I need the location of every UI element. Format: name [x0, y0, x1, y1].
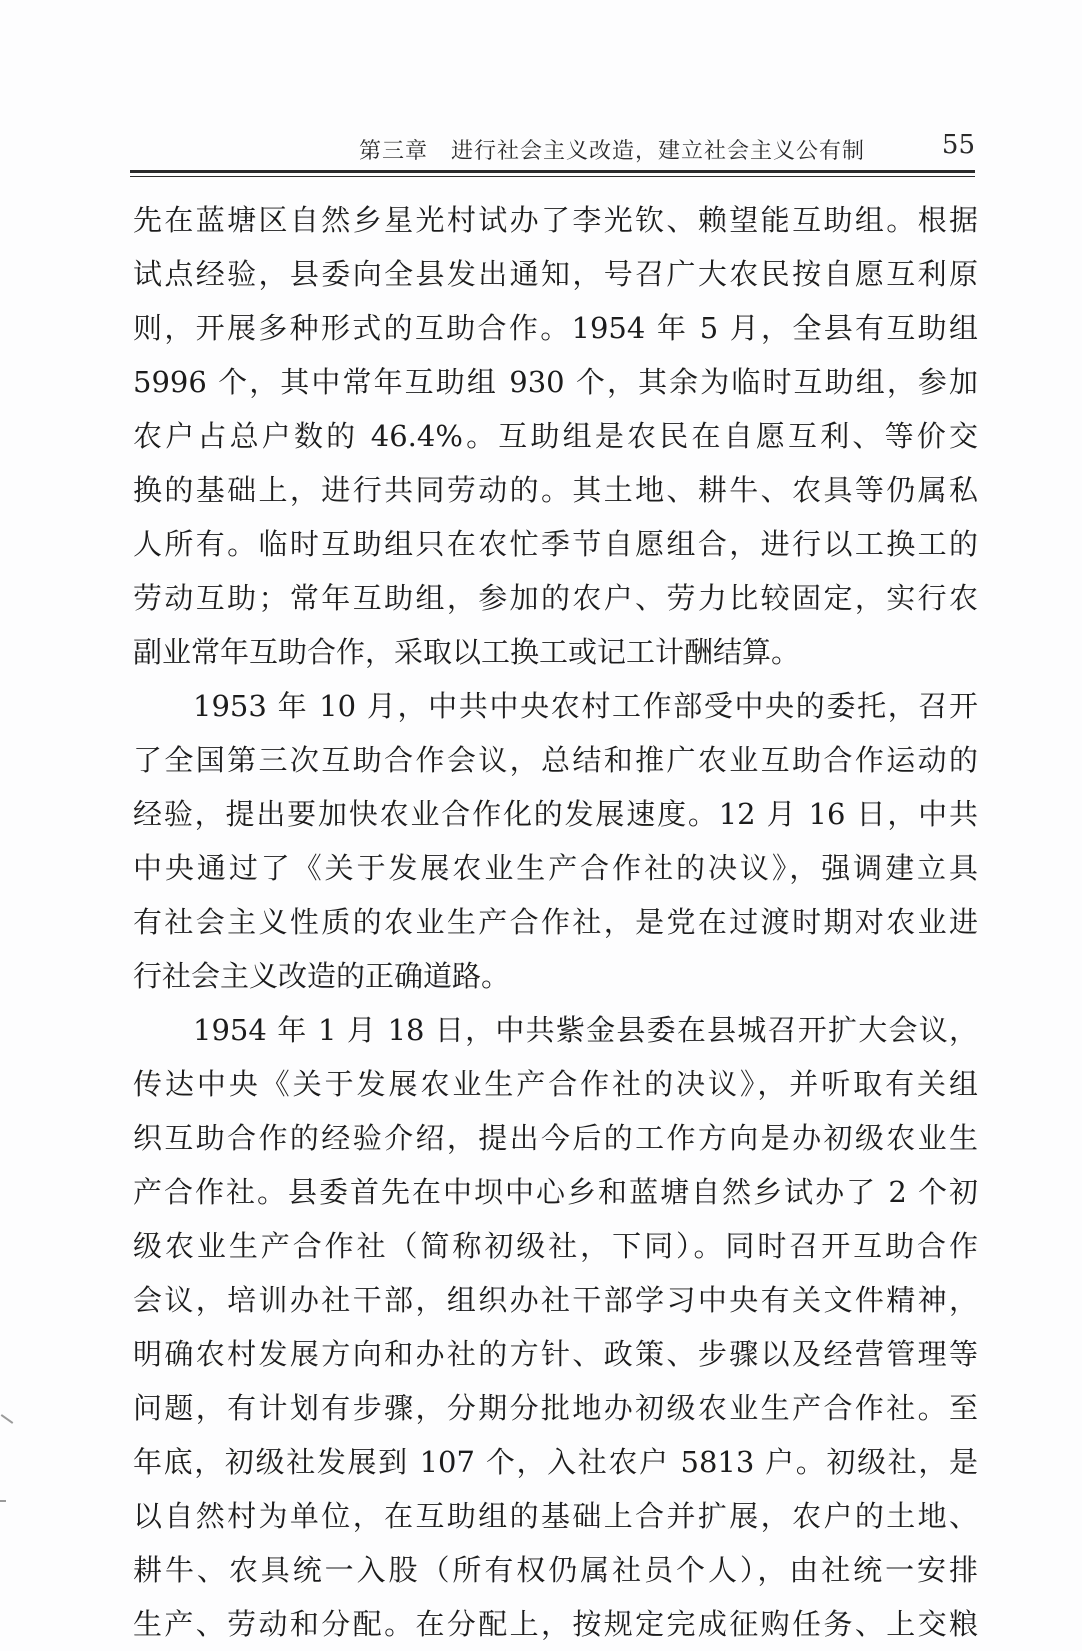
text-line: 人所有。临时互助组只在农忙季节自愿组合，进行以工换工的: [133, 527, 978, 561]
scan-edge-mark: [0, 1500, 6, 1502]
text-line: 先在蓝塘区自然乡星光村试办了李光钦、赖望能互助组。根据: [133, 203, 978, 237]
text-line: 年底，初级社发展到 107 个，入社农户 5813 户。初级社，是: [133, 1445, 978, 1479]
scan-edge-mark: [1, 1414, 14, 1424]
text-line: 了全国第三次互助合作会议，总结和推广农业互助合作运动的: [133, 743, 978, 777]
header-rule-thick: [130, 170, 975, 173]
text-line: 经验，提出要加快农业合作化的发展速度。12 月 16 日，中共: [133, 797, 978, 831]
text-line: 明确农村发展方向和办社的方针、政策、步骤以及经营管理等: [133, 1337, 978, 1371]
running-header: [130, 128, 975, 166]
text-line: 传达中央《关于发展农业生产合作社的决议》，并听取有关组: [133, 1067, 978, 1101]
text-line: 问题，有计划有步骤，分期分批地办初级农业生产合作社。至: [133, 1391, 978, 1425]
paragraph-start-line: 1954 年 1 月 18 日，中共紫金县委在县城召开扩大会议，: [193, 1013, 978, 1047]
text-line: 劳动互助；常年互助组，参加的农户、劳力比较固定，实行农: [133, 581, 978, 615]
text-line: 则，开展多种形式的互助合作。1954 年 5 月，全县有互助组: [133, 311, 978, 345]
text-line: 会议，培训办社干部，组织办社干部学习中央有关文件精神，: [133, 1283, 978, 1317]
page-number: 55: [941, 130, 975, 160]
chapter-title: 第三章 进行社会主义改造，建立社会主义公有制: [358, 139, 865, 164]
header-rule-thin: [130, 176, 975, 177]
text-line: 生产、劳动和分配。在分配上，按规定完成征购任务、上交粮: [133, 1607, 978, 1641]
text-line: 换的基础上，进行共同劳动的。其土地、耕牛、农具等仍属私: [133, 473, 978, 507]
text-line: 有社会主义性质的农业生产合作社，是党在过渡时期对农业进: [133, 905, 978, 939]
text-line: 产合作社。县委首先在中坝中心乡和蓝塘自然乡试办了 2 个初: [133, 1175, 978, 1209]
text-line: 中央通过了《关于发展农业生产合作社的决议》，强调建立具: [133, 851, 978, 885]
text-line: 行社会主义改造的正确道路。: [133, 959, 511, 993]
text-line: 级农业生产合作社（简称初级社，下同）。同时召开互助合作: [133, 1229, 978, 1263]
text-line: 农户占总户数的 46.4%。互助组是农民在自愿互利、等价交: [133, 419, 978, 453]
paragraph-start-line: 1953 年 10 月，中共中央农村工作部受中央的委托，召开: [193, 689, 978, 723]
text-line: 试点经验，县委向全县发出通知，号召广大农民按自愿互利原: [133, 257, 978, 291]
text-line: 耕牛、农具统一入股（所有权仍属社员个人），由社统一安排: [133, 1553, 978, 1587]
text-line: 5996 个，其中常年互助组 930 个，其余为临时互助组，参加: [133, 365, 978, 399]
text-line: 以自然村为单位，在互助组的基础上合并扩展，农户的土地、: [133, 1499, 978, 1533]
text-line: 织互助合作的经验介绍，提出今后的工作方向是办初级农业生: [133, 1121, 978, 1155]
text-line: 副业常年互助合作，采取以工换工或记工计酬结算。: [133, 635, 801, 669]
body-text: [133, 193, 978, 1651]
